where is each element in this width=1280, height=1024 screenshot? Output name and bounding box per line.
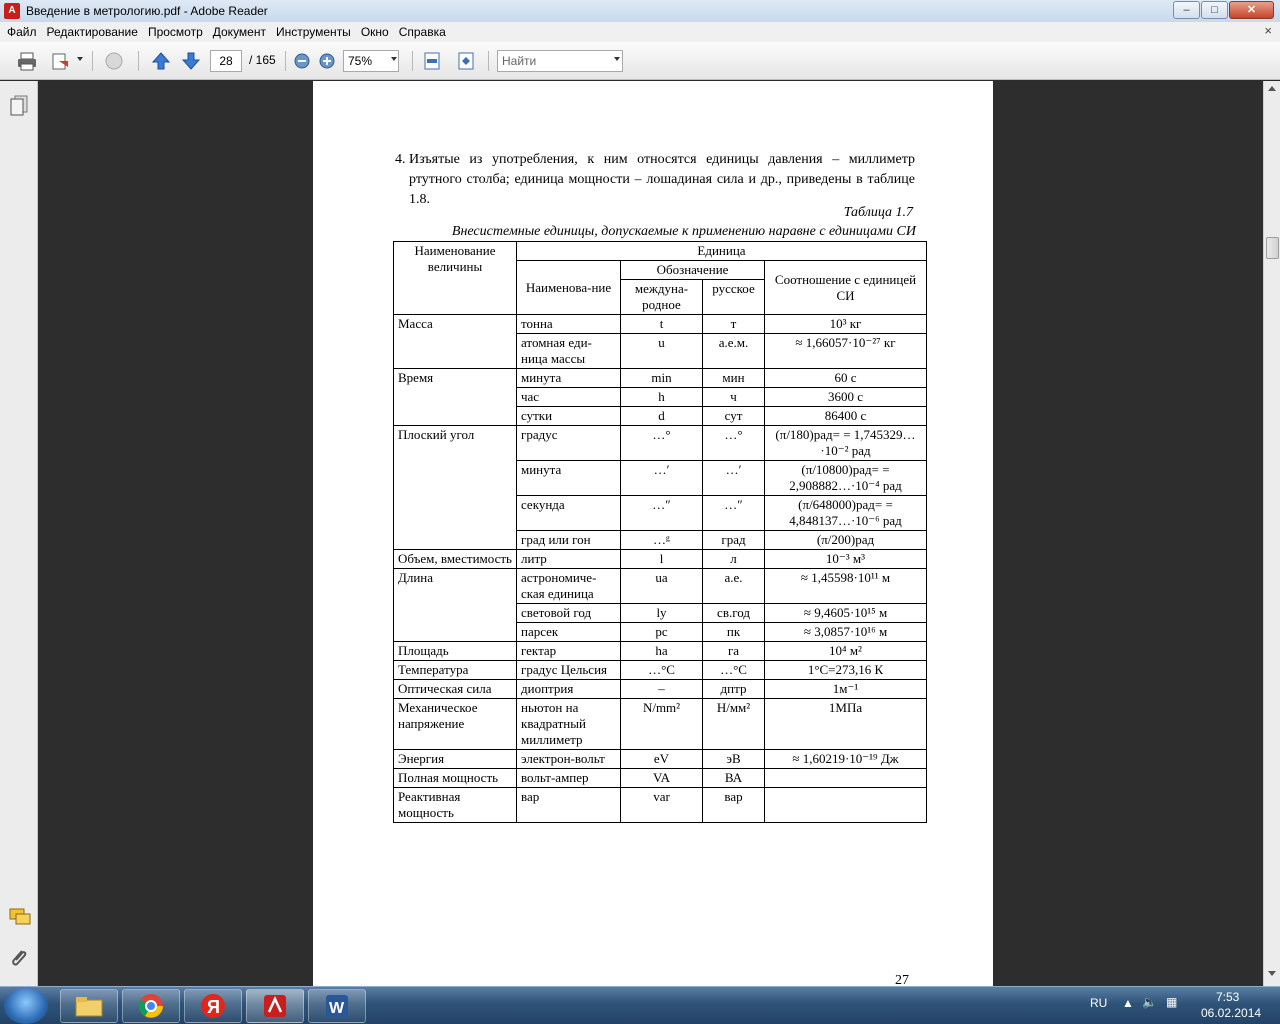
fit-page-icon[interactable] <box>420 49 444 73</box>
cell-international: eV <box>621 750 703 769</box>
cell-russian: град <box>703 531 765 550</box>
cell-quantity: Время <box>394 369 517 426</box>
cell-international: l <box>621 550 703 569</box>
cell-unit-name: вольт-ампер <box>517 769 621 788</box>
cell-russian: …′ <box>703 461 765 496</box>
menu-help[interactable]: Справка <box>398 25 446 39</box>
clock-time[interactable]: 7:53 <box>1216 990 1240 1004</box>
cell-russian: вар <box>703 788 765 823</box>
search-dropdown-icon[interactable] <box>614 57 620 61</box>
network-icon[interactable]: ▦ <box>1166 995 1178 1009</box>
cell-quantity: Реактивная мощность <box>394 788 517 823</box>
cell-international: min <box>621 369 703 388</box>
cell-russian: а.е. <box>703 569 765 604</box>
table-row <box>394 369 927 388</box>
table-row <box>394 750 927 769</box>
paragraph-text: Изъятые из употребления, к ним относятся единицы давления – миллиметр ртутного столба; единица мощности – лошадиная сила и др., приведены в таблице 1.8. <box>409 152 915 207</box>
menu-file[interactable]: Файл <box>7 25 37 39</box>
cell-international: d <box>621 407 703 426</box>
page-number-input[interactable]: 28 <box>210 50 242 72</box>
cell-unit-name: атомная еди-ница массы <box>517 334 621 369</box>
menu-tools[interactable]: Инструменты <box>275 25 351 39</box>
cell-ratio: 3600 с <box>765 388 927 407</box>
header-designation: Обозначение <box>621 261 765 280</box>
table-row <box>394 569 927 604</box>
cell-quantity: Энергия <box>394 750 517 769</box>
cell-unit-name: гектар <box>517 642 621 661</box>
header-ratio: Соотношение с единицей СИ <box>765 261 927 315</box>
comments-panel-icon[interactable] <box>9 907 31 930</box>
cell-international: VA <box>621 769 703 788</box>
zoom-in-icon[interactable] <box>317 49 337 73</box>
zoom-out-icon[interactable] <box>292 49 312 73</box>
header-russian: русское <box>703 280 765 315</box>
cell-russian: ч <box>703 388 765 407</box>
cell-international: …ᵍ <box>621 531 703 550</box>
scroll-down-icon[interactable] <box>1268 971 1276 976</box>
taskbar <box>0 986 1280 1024</box>
header-quantity: Наименование величины <box>394 242 517 315</box>
scroll-up-icon[interactable] <box>1268 86 1276 91</box>
cell-unit-name: градус <box>517 426 621 461</box>
svg-text:Я: Я <box>207 997 220 1017</box>
header-international: междуна-родное <box>621 280 703 315</box>
cell-international: ly <box>621 604 703 623</box>
cell-unit-name: минута <box>517 461 621 496</box>
table-row <box>394 769 927 788</box>
menu-edit[interactable]: Редактирование <box>46 25 138 39</box>
page-number: 27 <box>895 973 909 986</box>
cell-ratio: ≈ 1,60219·10⁻¹⁹ Дж <box>765 750 927 769</box>
cell-quantity: Температура <box>394 661 517 680</box>
table-row <box>394 550 927 569</box>
cell-international: ha <box>621 642 703 661</box>
cell-unit-name: вар <box>517 788 621 823</box>
zoom-level-select[interactable]: 75% <box>343 50 399 72</box>
cell-unit-name: астрономиче-ская единица <box>517 569 621 604</box>
cell-ratio: 60 с <box>765 369 927 388</box>
show-hidden-icons-icon[interactable]: ▲ <box>1122 996 1134 1010</box>
close-button[interactable]: ✕ <box>1229 1 1274 19</box>
cell-international: h <box>621 388 703 407</box>
cell-quantity: Объем, вместимость <box>394 550 517 569</box>
cell-international: t <box>621 315 703 334</box>
cell-russian: ВА <box>703 769 765 788</box>
cell-ratio: (π/648000)рад= = 4,848137…·10⁻⁶ рад <box>765 496 927 531</box>
zoom-dropdown-icon[interactable] <box>391 57 397 61</box>
cell-ratio: 1МПа <box>765 699 927 750</box>
cell-russian: дптр <box>703 680 765 699</box>
cell-ratio: 86400 с <box>765 407 927 426</box>
pages-panel-icon[interactable] <box>9 95 29 120</box>
cell-international: – <box>621 680 703 699</box>
scroll-thumb[interactable] <box>1266 237 1279 259</box>
cell-ratio: ≈ 3,0857·10¹⁶ м <box>765 623 927 642</box>
cell-quantity: Площадь <box>394 642 517 661</box>
table-row <box>394 699 927 750</box>
paragraph-4 <box>395 150 915 210</box>
adobe-reader-taskbar-icon[interactable] <box>246 989 304 1023</box>
cell-unit-name: литр <box>517 550 621 569</box>
cell-unit-name: парсек <box>517 623 621 642</box>
cell-international: u <box>621 334 703 369</box>
cell-ratio: ≈ 1,45598·10¹¹ м <box>765 569 927 604</box>
table-row <box>394 315 927 334</box>
cell-ratio: (π/180)рад= = 1,745329…·10⁻² рад <box>765 426 927 461</box>
menu-window[interactable]: Окно <box>360 25 389 39</box>
cell-international: …′ <box>621 461 703 496</box>
table-row <box>394 788 927 823</box>
cell-unit-name: ньютон на квадратный миллиметр <box>517 699 621 750</box>
table-title: Внесистемные единицы, допускаемые к применению наравне с единицами СИ <box>451 224 916 239</box>
cell-ratio: 10³ кг <box>765 315 927 334</box>
cell-ratio: (π/200)рад <box>765 531 927 550</box>
start-button[interactable] <box>4 988 48 1024</box>
cell-unit-name: тонна <box>517 315 621 334</box>
next-page-icon[interactable] <box>178 49 204 73</box>
cell-unit-name: градус Цельсия <box>517 661 621 680</box>
cell-quantity: Плоский угол <box>394 426 517 550</box>
cell-russian: а.е.м. <box>703 334 765 369</box>
cell-international: ua <box>621 569 703 604</box>
fit-width-icon[interactable] <box>454 49 478 73</box>
cell-quantity: Длина <box>394 569 517 642</box>
cell-international: var <box>621 788 703 823</box>
cell-russian: …°С <box>703 661 765 680</box>
cell-unit-name: световой год <box>517 604 621 623</box>
cell-international: …°С <box>621 661 703 680</box>
cell-quantity: Оптическая сила <box>394 680 517 699</box>
volume-muted-icon[interactable]: 🔈 <box>1142 995 1157 1009</box>
cell-russian: пк <box>703 623 765 642</box>
table-row <box>394 680 927 699</box>
language-indicator[interactable]: RU <box>1090 996 1108 1010</box>
cell-russian: т <box>703 315 765 334</box>
cell-quantity: Масса <box>394 315 517 369</box>
maximize-button[interactable]: □ <box>1201 1 1228 19</box>
cell-unit-name: минута <box>517 369 621 388</box>
cell-ratio <box>765 788 927 823</box>
cell-russian: га <box>703 642 765 661</box>
cell-russian: сут <box>703 407 765 426</box>
cell-ratio <box>765 769 927 788</box>
header-unit-name: Наименова-ние <box>517 261 621 315</box>
adobe-reader-icon: A <box>4 3 20 19</box>
document-viewport[interactable] <box>38 81 1263 986</box>
cell-russian: Н/мм² <box>703 699 765 750</box>
collaborate-icon[interactable] <box>102 49 128 73</box>
navigation-pane <box>0 81 38 986</box>
create-pdf-dropdown-icon[interactable] <box>77 57 83 61</box>
cell-unit-name: град или гон <box>517 531 621 550</box>
cell-international: …″ <box>621 496 703 531</box>
cell-ratio: 1°С=273,16 К <box>765 661 927 680</box>
cell-ratio: 10⁻³ м³ <box>765 550 927 569</box>
explorer-taskbar-icon[interactable] <box>60 989 118 1023</box>
menu-view[interactable]: Просмотр <box>147 25 203 39</box>
cell-unit-name: секунда <box>517 496 621 531</box>
cell-unit-name: электрон-вольт <box>517 750 621 769</box>
cell-russian: св.год <box>703 604 765 623</box>
units-table <box>393 241 927 823</box>
cell-international: pc <box>621 623 703 642</box>
cell-russian: эВ <box>703 750 765 769</box>
cell-international: N/mm² <box>621 699 703 750</box>
cell-quantity: Механическое напряжение <box>394 699 517 750</box>
cell-russian: мин <box>703 369 765 388</box>
chrome-taskbar-icon[interactable] <box>122 989 180 1023</box>
minimize-button[interactable]: – <box>1173 1 1200 19</box>
cell-russian: л <box>703 550 765 569</box>
cell-ratio: ≈ 9,4605·10¹⁵ м <box>765 604 927 623</box>
cell-unit-name: сутки <box>517 407 621 426</box>
table-row <box>394 426 927 461</box>
attachments-panel-icon[interactable] <box>9 947 29 972</box>
cell-international: …° <box>621 426 703 461</box>
clock-date[interactable]: 06.02.2014 <box>1201 1006 1262 1020</box>
previous-page-icon[interactable] <box>148 49 174 73</box>
cell-russian: …″ <box>703 496 765 531</box>
menu-bar <box>0 22 1280 42</box>
create-pdf-icon[interactable] <box>48 49 74 73</box>
table-label: Таблица 1.7 <box>843 205 913 220</box>
close-document-icon[interactable]: × <box>1264 23 1272 38</box>
search-input[interactable]: Найти <box>497 50 623 72</box>
cell-unit-name: диоптрия <box>517 680 621 699</box>
header-unit: Единица <box>517 242 927 261</box>
table-row <box>394 642 927 661</box>
paragraph-number: 4. <box>395 152 406 167</box>
svg-text:W: W <box>329 1000 345 1017</box>
cell-unit-name: час <box>517 388 621 407</box>
window-title: Введение в метрологию.pdf - Adobe Reader <box>26 4 268 18</box>
page-total: / 165 <box>249 53 276 67</box>
yandex-browser-taskbar-icon[interactable] <box>184 989 242 1023</box>
cell-ratio: 1м⁻¹ <box>765 680 927 699</box>
menu-document[interactable]: Документ <box>212 25 266 39</box>
cell-quantity: Полная мощность <box>394 769 517 788</box>
word-taskbar-icon[interactable] <box>308 989 366 1023</box>
print-icon[interactable] <box>14 49 40 73</box>
vertical-scrollbar[interactable] <box>1263 81 1280 986</box>
title-bar <box>0 0 1280 22</box>
toolbar <box>0 42 1280 80</box>
cell-ratio: ≈ 1,66057·10⁻²⁷ кг <box>765 334 927 369</box>
cell-ratio: 10⁴ м² <box>765 642 927 661</box>
pdf-page <box>313 81 993 986</box>
cell-ratio: (π/10800)рад= = 2,908882…·10⁻⁴ рад <box>765 461 927 496</box>
cell-russian: …° <box>703 426 765 461</box>
table-row <box>394 661 927 680</box>
